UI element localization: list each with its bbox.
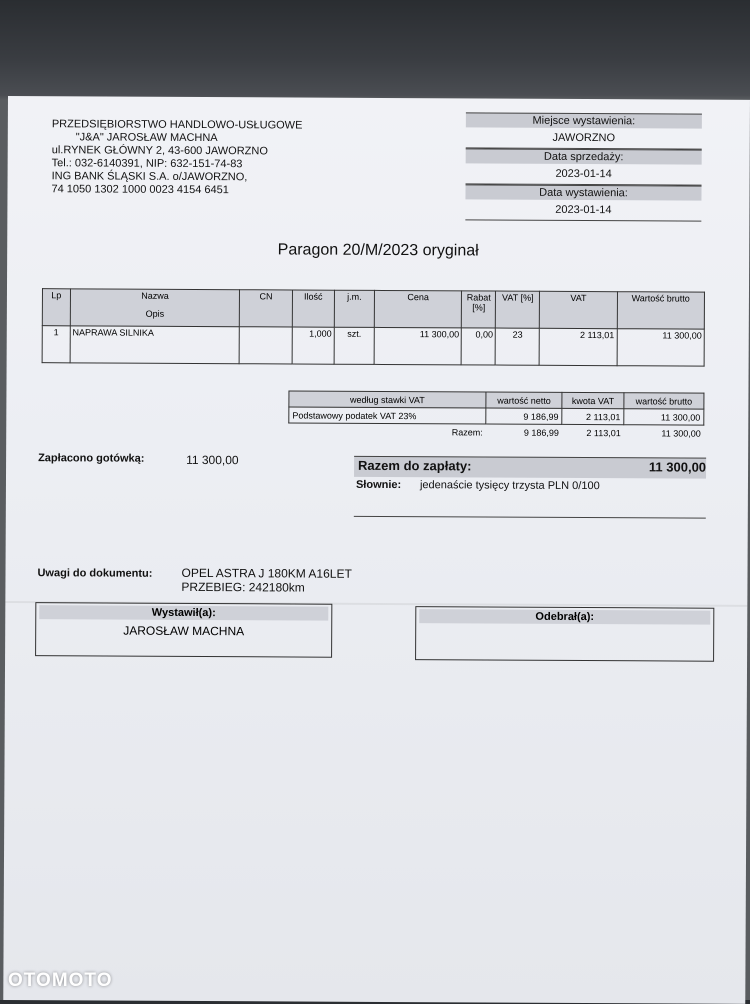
item-lp: 1 xyxy=(42,326,70,363)
vat-total-net: 9 186,99 xyxy=(523,427,559,438)
vat-row-gross: 11 300,00 xyxy=(624,409,704,425)
issue-date-value: 2023-01-14 xyxy=(465,199,701,221)
paid-cash-label: Zapłacono gotówką: xyxy=(38,452,145,465)
issue-date-label: Data wystawienia: xyxy=(465,184,701,200)
item-price: 11 300,00 xyxy=(374,327,462,364)
col-jm: j.m. xyxy=(334,290,374,327)
document-meta xyxy=(465,112,702,221)
seller-account: 74 1050 1302 1000 0023 4154 6451 xyxy=(51,183,229,197)
to-pay-value: 11 300,00 xyxy=(648,459,707,475)
sale-date-label: Data sprzedaży: xyxy=(466,148,702,164)
col-vat-pct: VAT [%] xyxy=(496,291,540,328)
col-nazwa-label: Nazwa xyxy=(141,290,169,301)
notes-line-1: OPEL ASTRA J 180KM A16LET xyxy=(181,565,352,581)
col-ilosc: Ilość xyxy=(292,290,334,327)
seller-name: PRZEDSIĘBIORSTWO HANDLOWO-USŁUGOWE xyxy=(51,118,303,132)
divider xyxy=(354,516,706,519)
item-vat-rate: 23 xyxy=(495,328,539,365)
received-by-box xyxy=(415,606,714,662)
vat-total-gross: 11 300,00 xyxy=(661,427,701,439)
place-label: Miejsce wystawienia: xyxy=(466,112,702,128)
vat-row-rate: Podstawowy podatek VAT 23% xyxy=(289,407,486,424)
received-by-label: Odebrał(a): xyxy=(419,609,710,625)
in-words-label: Słownie: xyxy=(355,478,402,492)
vat-total-amount: 2 113,01 xyxy=(586,427,621,438)
item-discount: 0,00 xyxy=(461,328,495,365)
receipt-paper xyxy=(3,96,750,1004)
col-vat: VAT xyxy=(540,291,617,328)
table-row xyxy=(42,326,704,366)
place-value: JAWORZNO xyxy=(466,127,702,149)
notes-line-2: PRZEBIEG: 242180km xyxy=(181,579,305,595)
sale-date-value: 2023-01-14 xyxy=(466,163,702,185)
notes-label: Uwagi do dokumentu: xyxy=(37,567,153,580)
watermark-logo: OTOMOTO xyxy=(8,970,113,991)
vat-row-amount: 2 113,01 xyxy=(562,408,624,424)
vat-total-row xyxy=(289,423,704,441)
vat-col-rate: według stawki VAT xyxy=(289,391,486,408)
col-lp: Lp xyxy=(42,289,70,326)
item-unit: szt. xyxy=(334,327,374,364)
vat-col-gross: wartość brutto xyxy=(624,393,704,409)
col-cena: Cena xyxy=(374,290,462,327)
item-name: NAPRAWA SILNIKA xyxy=(70,326,240,364)
col-nazwa xyxy=(70,289,240,327)
col-cn: CN xyxy=(240,290,293,327)
paid-cash-value: 11 300,00 xyxy=(186,452,239,468)
issued-by-box xyxy=(35,602,332,658)
document-title: Paragon 20/M/2023 oryginał xyxy=(277,241,479,260)
vat-col-amount: kwota VAT xyxy=(562,392,624,408)
seller-bank: ING BANK ŚLĄSKI S.A. o/JAWORZNO, xyxy=(51,170,248,184)
in-words-value: jedenaście tysięcy trzysta PLN 0/100 xyxy=(419,479,600,493)
item-gross: 11 300,00 xyxy=(617,329,705,366)
item-vat: 2 113,01 xyxy=(540,328,617,365)
notes-value xyxy=(181,566,351,595)
vat-total-label: Razem: xyxy=(451,426,483,437)
to-pay-label: Razem do zapłaty: xyxy=(358,457,472,474)
col-rabat: Rabat [%] xyxy=(462,291,496,328)
seller-info xyxy=(51,118,302,197)
seller-phone-nip: Tel.: 032-6140391, NIP: 632-151-74-83 xyxy=(51,157,243,171)
issued-by-name: JAROSŁAW MACHNA xyxy=(123,623,245,639)
item-cn xyxy=(239,327,292,364)
items-header-row xyxy=(42,289,704,329)
col-brutto: Wartość brutto xyxy=(617,292,705,329)
col-opis-label: Opis xyxy=(145,308,165,319)
seller-company: "J&A" JAROSŁAW MACHNA xyxy=(75,131,218,145)
vat-summary-table xyxy=(288,390,704,440)
vat-row-net: 9 186,99 xyxy=(486,408,562,424)
item-qty: 1,000 xyxy=(292,327,334,364)
items-table xyxy=(42,288,705,366)
vat-col-net: wartość netto xyxy=(486,392,562,408)
seller-address: ul.RYNEK GŁÓWNY 2, 43-600 JAWORZNO xyxy=(51,144,268,158)
issued-by-label: Wystawił(a): xyxy=(39,605,328,621)
